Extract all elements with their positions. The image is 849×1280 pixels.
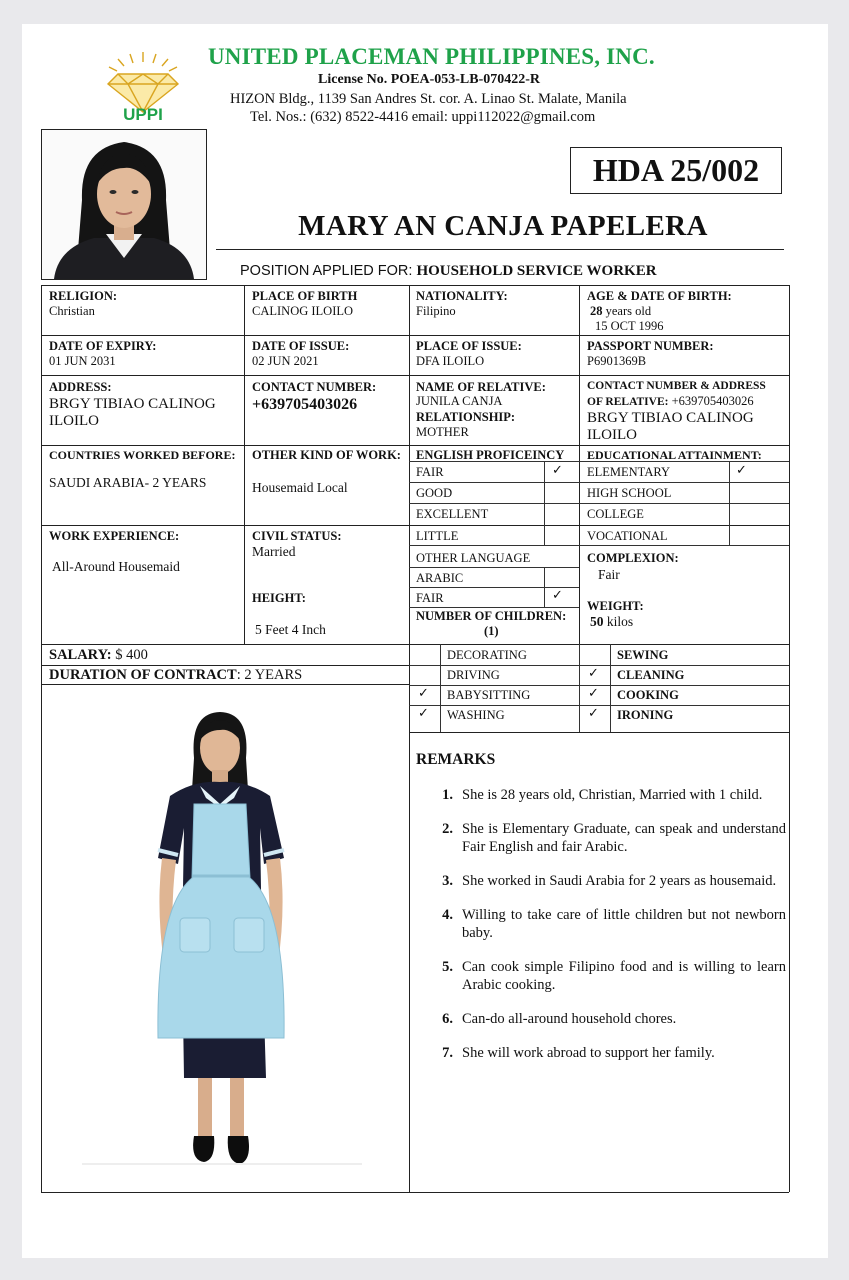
- relative-value: JUNILA CANJA: [416, 394, 503, 408]
- education-label: EDUCATIONAL ATTAINMENT:: [587, 448, 762, 462]
- english-excellent: EXCELLENT: [416, 507, 489, 521]
- english-fair: FAIR: [416, 465, 444, 479]
- remark-number: 4.: [442, 907, 453, 923]
- duration-value: : 2 YEARS: [236, 667, 303, 683]
- relationship-label: RELATIONSHIP:: [416, 410, 516, 424]
- complexion-value: Fair: [598, 567, 620, 582]
- height-value: 5 Feet 4 Inch: [255, 622, 326, 637]
- english-fair-check-icon: ✓: [552, 463, 563, 478]
- applicant-name: MARY AN CANJA PAPELERA: [298, 210, 708, 242]
- full-body-photo: [72, 708, 372, 1168]
- age-number: 28: [590, 304, 603, 318]
- name-underline: [216, 249, 784, 250]
- remark-text: She is Elementary Graduate, can speak and understand Fair English and fair Arabic.: [462, 821, 786, 855]
- children-value: (1): [484, 624, 499, 638]
- position-label: POSITION APPLIED FOR:: [240, 263, 417, 279]
- civil-status-label: CIVIL STATUS:: [252, 529, 342, 543]
- issue-date-value: 02 JUN 2021: [252, 354, 319, 368]
- age-value: [590, 304, 651, 319]
- experience-label: WORK EXPERIENCE:: [49, 529, 180, 543]
- remark-text: Can-do all-around household chores.: [462, 1011, 677, 1027]
- biodata-sheet: [22, 24, 828, 1258]
- relative-contact-label: CONTACT NUMBER & ADDRESS: [587, 380, 766, 392]
- relative-contact-line: [587, 394, 754, 410]
- remark-item: [416, 958, 786, 994]
- age-suffix: years old: [602, 304, 652, 318]
- salary-line: [49, 647, 148, 664]
- salary-label: SALARY:: [49, 647, 112, 663]
- contact-label: CONTACT NUMBER:: [252, 380, 377, 394]
- remark-number: 1.: [442, 787, 453, 803]
- company-address: HIZON Bldg., 1139 San Andres St. cor. A. Linao St. Malate, Manila: [230, 91, 627, 107]
- relationship-value: MOTHER: [416, 425, 469, 439]
- salary-value: $ 400: [111, 647, 148, 663]
- duration-line: [49, 667, 302, 684]
- relative-address-line-2: ILOILO: [587, 427, 637, 443]
- address-line-1: BRGY TIBIAO CALINOG: [49, 396, 216, 412]
- countries-value: SAUDI ARABIA- 2 YEARS: [49, 475, 207, 490]
- contact-value: +639705403026: [252, 396, 358, 413]
- skill-decorating: DECORATING: [447, 648, 527, 662]
- skill-sewing: SEWING: [617, 648, 669, 662]
- education-elementary-check-icon: ✓: [736, 463, 747, 478]
- skill-ironing: IRONING: [617, 708, 674, 722]
- skill-cooking: COOKING: [617, 688, 679, 702]
- skill-cooking-check-icon: ✓: [588, 686, 599, 701]
- skill-driving: DRIVING: [447, 668, 500, 682]
- dob-value: 15 OCT 1996: [595, 319, 664, 333]
- other-work-label: OTHER KIND OF WORK:: [252, 448, 401, 462]
- remark-number: 7.: [442, 1045, 453, 1061]
- remark-item: [416, 1044, 786, 1062]
- remarks-title: REMARKS: [416, 751, 496, 768]
- remark-item: [416, 820, 786, 856]
- headshot-photo: [41, 129, 207, 280]
- remark-item: [416, 1010, 786, 1028]
- skill-ironing-check-icon: ✓: [588, 706, 599, 721]
- remark-text: She is 28 years old, Christian, Married with 1 child.: [462, 787, 763, 803]
- countries-label: COUNTRIES WORKED BEFORE:: [49, 448, 236, 462]
- remark-number: 3.: [442, 873, 453, 889]
- issue-date-label: DATE OF ISSUE:: [252, 339, 350, 353]
- language-level: FAIR: [416, 591, 444, 605]
- civil-status-value: Married: [252, 544, 296, 559]
- issue-place-label: PLACE OF ISSUE:: [416, 339, 522, 353]
- relative-address-line-1: BRGY TIBIAO CALINOG: [587, 410, 754, 426]
- age-label: AGE & DATE OF BIRTH:: [587, 289, 732, 303]
- logo-text: UPPI: [123, 105, 163, 122]
- person-portrait-icon: [42, 130, 206, 279]
- birthplace-label: PLACE OF BIRTH: [252, 289, 358, 303]
- remark-text: She will work abroad to support her family.: [462, 1045, 715, 1061]
- language-fair-check-icon: ✓: [552, 588, 563, 603]
- remark-item: [416, 786, 786, 804]
- position-value: HOUSEHOLD SERVICE WORKER: [416, 263, 657, 279]
- relative-contact-label-2: OF RELATIVE:: [587, 396, 669, 408]
- skill-babysitting-check-icon: ✓: [418, 686, 429, 701]
- weight-unit: kilos: [603, 614, 634, 629]
- relative-label: NAME OF RELATIVE:: [416, 380, 546, 394]
- license-number: License No. POEA-053-LB-070422-R: [318, 72, 541, 87]
- remark-item: [416, 872, 786, 890]
- remark-number: 5.: [442, 959, 453, 975]
- address-line-2: ILOILO: [49, 413, 99, 429]
- religion-label: RELIGION:: [49, 289, 118, 303]
- education-high-school: HIGH SCHOOL: [587, 486, 672, 500]
- remarks-list: [416, 786, 786, 1078]
- passport-label: PASSPORT NUMBER:: [587, 339, 714, 353]
- expiry-label: DATE OF EXPIRY:: [49, 339, 157, 353]
- remark-text: Can cook simple Filipino food and is willing to learn Arabic cooking.: [462, 959, 786, 993]
- remark-item: [416, 906, 786, 942]
- diamond-logo-icon: [100, 50, 186, 122]
- skill-cleaning-check-icon: ✓: [588, 666, 599, 681]
- other-language-label: OTHER LANGUAGE: [416, 551, 531, 565]
- education-elementary: ELEMENTARY: [587, 465, 671, 479]
- children-label: NUMBER OF CHILDREN:: [416, 609, 567, 623]
- skill-cleaning: CLEANING: [617, 668, 685, 682]
- weight-label: WEIGHT:: [587, 599, 644, 613]
- nationality-label: NATIONALITY:: [416, 289, 508, 303]
- remark-text: She worked in Saudi Arabia for 2 years as housemaid.: [462, 873, 777, 889]
- experience-value: All-Around Housemaid: [52, 559, 180, 574]
- height-label: HEIGHT:: [252, 591, 306, 605]
- remark-text: Willing to take care of little children but not newborn baby.: [462, 907, 786, 941]
- expiry-value: 01 JUN 2031: [49, 354, 116, 368]
- reference-code: HDA 25/002: [570, 147, 782, 194]
- weight-number: 50: [590, 614, 604, 629]
- duration-label: DURATION OF CONTRACT: [49, 667, 237, 683]
- english-good: GOOD: [416, 486, 453, 500]
- other-work-value: Housemaid Local: [252, 480, 348, 495]
- weight-value: [590, 614, 633, 629]
- education-vocational: VOCATIONAL: [587, 529, 668, 543]
- complexion-label: COMPLEXION:: [587, 551, 679, 565]
- skill-babysitting: BABYSITTING: [447, 688, 531, 702]
- religion-value: Christian: [49, 304, 95, 318]
- company-name: UNITED PLACEMAN PHILIPPINES, INC.: [208, 44, 655, 69]
- language-value: ARABIC: [416, 571, 464, 585]
- birthplace-value: CALINOG ILOILO: [252, 304, 354, 318]
- english-little: LITTLE: [416, 529, 459, 543]
- company-contact: Tel. Nos.: (632) 8522-4416 email: uppi112022@gmail.com: [250, 109, 596, 125]
- address-label: ADDRESS:: [49, 380, 112, 394]
- issue-place-value: DFA ILOILO: [416, 354, 485, 368]
- english-label: ENGLISH PROFICEINCY: [416, 448, 565, 462]
- position-applied: [240, 263, 657, 280]
- skill-washing: WASHING: [447, 708, 505, 722]
- skill-washing-check-icon: ✓: [418, 706, 429, 721]
- passport-value: P6901369B: [587, 354, 647, 368]
- remark-number: 6.: [442, 1011, 453, 1027]
- education-college: COLLEGE: [587, 507, 644, 521]
- relative-contact-value: +639705403026: [668, 394, 754, 408]
- remark-number: 2.: [442, 821, 453, 837]
- nationality-value: Filipino: [416, 304, 456, 318]
